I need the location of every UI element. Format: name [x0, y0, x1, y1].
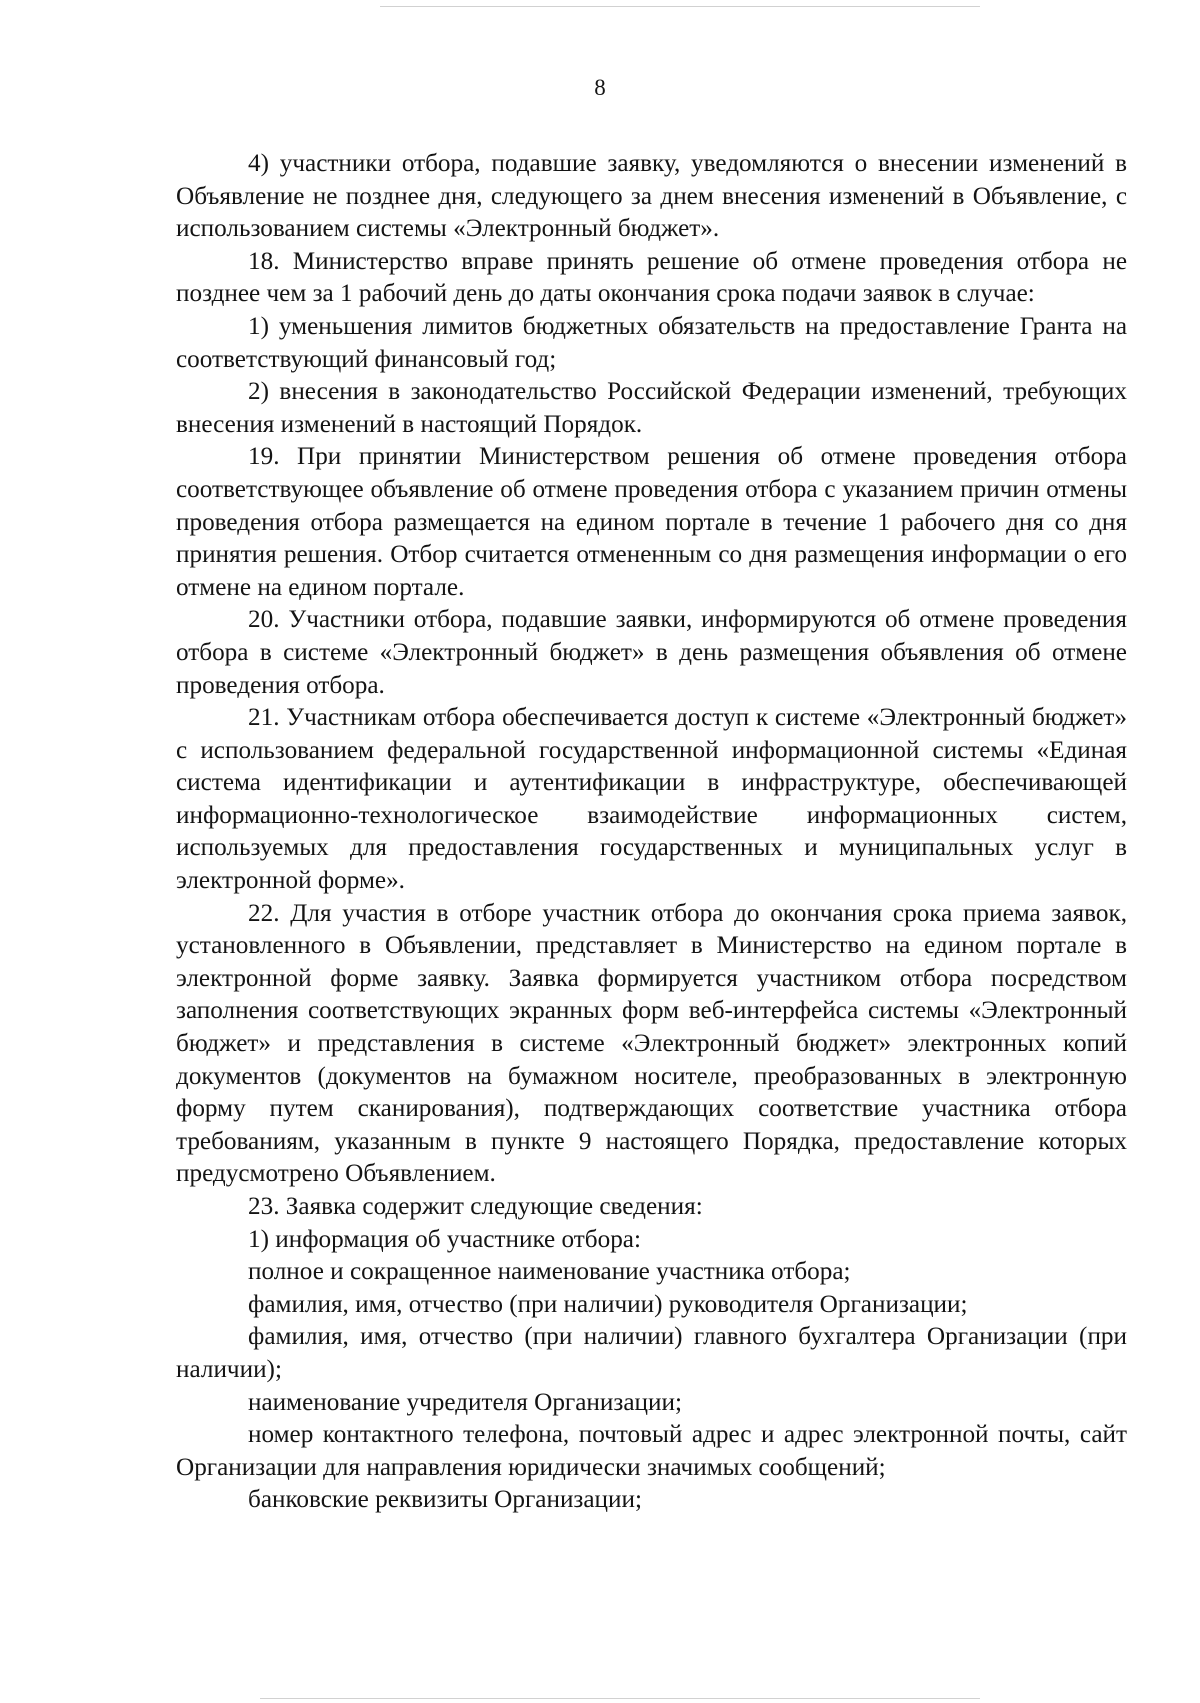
paragraph-clause-18-item-2: 2) внесения в законодательство Российской Федерации изменений, требующих внесения изменений в настоящий Порядок. — [176, 378, 1127, 438]
paragraph-clause-21: 21. Участникам отбора обеспечивается доступ к системе «Электронный бюджет» с использованием федеральной государственной информационной системы «Единая система идентификации и аутентификации в инфраструктуре, обеспечивающей информационно-технологическое взаимодействие информационных систем, используемых для предоставления государственных и муниципальных услуг в электронной форме». — [176, 704, 1127, 895]
paragraph-clause-18-item-1: 1) уменьшения лимитов бюджетных обязательств на предоставление Гранта на соответствующий финансовый год; — [176, 312, 1127, 373]
document-body — [176, 148, 1127, 1517]
paragraph-clause-19: 19. При принятии Министерством решения об отмене проведения отбора соответствующее объявление об отмене проведения отбора с указанием причин отмены проведения отбора размещается на едином портале в течение 1 рабочего дня со дня принятия решения. Отбор считается отмененным со дня размещения информации о его отмене на едином портале. — [176, 443, 1127, 601]
paragraph-clause-22: 22. Для участия в отборе участник отбора до окончания срока приема заявок, установленного в Объявлении, представляет в Министерство на едином портале в электронной форме заявку. Заявка формируется участником отбора посредством заполнения соответствующих экранных форм веб-интерфейса системы «Электронный бюджет» и представления в системе «Электронный бюджет» электронных копий документов (документов на бумажном носителе, преобразованных в электронную форму путем сканирования), подтверждающих соответствие участника отбора требованиям, указанным в пункте 9 настоящего Порядка, предоставление которых предусмотрено Объявлением. — [176, 899, 1127, 1188]
paragraph-clause-23-item-1: 1) информация об участнике отбора: — [248, 1225, 641, 1253]
list-item-contacts: номер контактного телефона, почтовый адрес и адрес электронной почты, сайт Организации для направления юридически значимых сообщений; — [176, 1421, 1127, 1481]
list-item-accountant-name: фамилия, имя, отчество (при наличии) главного бухгалтера Организации (при наличии); — [176, 1323, 1127, 1383]
paragraph-clause-18: 18. Министерство вправе принять решение об отмене проведения отбора не позднее чем за 1 рабочий день до даты окончания срока подачи заявок в случае: — [176, 247, 1127, 308]
list-item-bank-details: банковские реквизиты Организации; — [248, 1486, 642, 1514]
page-number: 8 — [594, 75, 606, 100]
paragraph-clause-23: 23. Заявка содержит следующие сведения: — [248, 1193, 703, 1220]
list-item-full-name: полное и сокращенное наименование участника отбора; — [248, 1258, 851, 1286]
scan-edge-mark — [260, 1698, 980, 1699]
paragraph-item-4: 4) участники отбора, подавшие заявку, уведомляются о внесении изменений в Объявление не позднее дня, следующего за днем внесения изменений в Объявление, с использованием системы «Электронный бюджет». — [176, 150, 1127, 243]
scan-edge-mark — [380, 6, 980, 7]
paragraph-clause-20: 20. Участники отбора, подавшие заявки, информируются об отмене проведения отбора в системе «Электронный бюджет» в день размещения объявления об отмене проведения отбора. — [176, 606, 1127, 699]
list-item-founder-name: наименование учредителя Организации; — [248, 1388, 682, 1416]
list-item-head-name: фамилия, имя, отчество (при наличии) руководителя Организации; — [248, 1290, 968, 1318]
